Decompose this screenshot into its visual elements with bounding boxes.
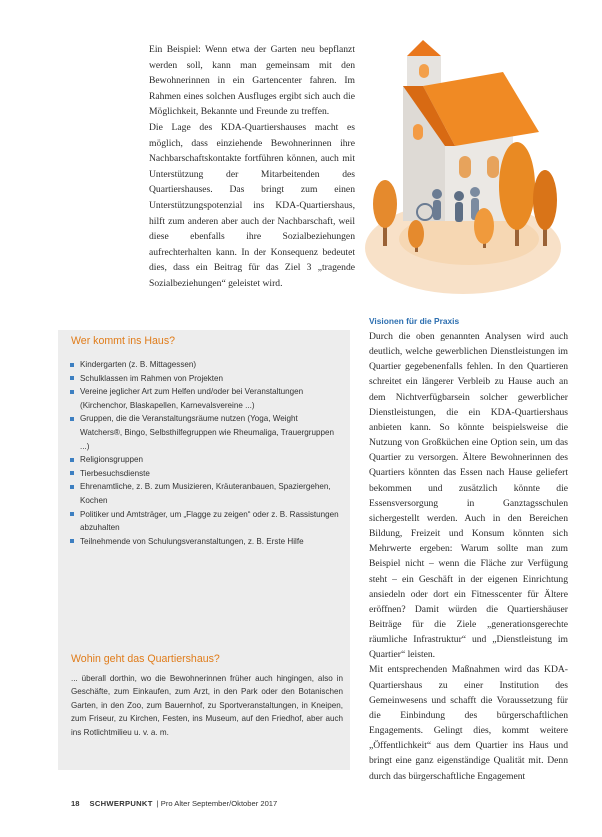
list-item: Schulklassen im Rahmen von Projekten [68,372,340,386]
list-item: Kindergarten (z. B. Mittagessen) [68,358,340,372]
bullet-square-icon [70,471,74,475]
list-item: Vereine jeglicher Art zum Helfen und/oder bei Veranstaltungen (Kirchenchor, Blaskapellen, Karnevalsvereine ...) [68,385,340,412]
page-number: 18 [71,799,80,808]
paragraph: Mit entsprechenden Maßnahmen wird das KDA-Quartiershaus zu einer Institution des Gemeinwesens und schafft die Voraussetzung für die Einbindung des bürgerschaftlichen Engagements. Gelingt dies, kommt weitere „Öffentlichkeit“ aus dem Quartier ins Haus und bringt eine ganz eigenständige Qualität mit. Denn durch das bürgerschaftliche Engagement [369,664,568,782]
section-name: SCHWERPUNKT [89,799,153,808]
bullet-square-icon [70,417,74,421]
publication-info: | Pro Alter September/Oktober 2017 [156,799,278,808]
page-footer [71,799,277,808]
right-text-column [369,329,568,784]
section-heading: Visionen für die Praxis [369,316,460,326]
box-title-where: Wohin geht das Quartiershaus? [71,653,220,665]
list-item: Teilnehmende von Schulungsveranstaltungen, z. B. Erste Hilfe [68,535,340,549]
bullet-square-icon [70,376,74,380]
bullet-square-icon [70,458,74,462]
bullet-square-icon [70,485,74,489]
bullet-square-icon [70,363,74,367]
paragraph: Durch die oben genannten Analysen wird auch deutlich, welche gewerblichen Dienstleistungen im Quartier gegebenenfalls fehlen. In den Quartieren schreitet ein längerer Verbleib zu Hause auch an dem Nichtverfügbarsein solcher gewerblicher Dienstleistungen, die ein KDA-Quartiershaus anbieten kann. So könnte beispielsweise die Nutzung von Großküchen eine Option sein, um das Quartier zu versorgen. Ältere Bewohnerinnen des Quartiers könnten das Essen nach Hause geliefert bekommen und zusätzlich könnte die Essensversorgung in Ganztagsschulen sichergestellt werden. Auch in den Bereichen Bildung, Freizeit und Konsum könnten sich Mehrwerte ergeben: Warum sollte man zum Beispiel nicht – wenn die Fläche zur Verfügung steht – ein Geschäft in der eigenen Einrichtung ansiedeln oder dort ein Fitnesscenter für Ältere eröffnen? Damit würden die Quartiershäuser Beiträge für die Ziele „generationsgerechte räumliche Infrastruktur“ und „Dienstleistung im Quartier“ leisten. [369,331,568,661]
bullet-square-icon [70,512,74,516]
who-list [68,358,340,548]
bullet-square-icon [70,539,74,543]
paragraph: Ein Beispiel: Wenn etwa der Garten neu bepflanzt werden soll, kann man gemeinsam mit den Bewohnerinnen in ein Gartencenter fahren. Im Rahmen eines solchen Ausfluges ergibt sich auch die Möglichkeit, Bekannte und Freunde zu treffen. [149,44,355,118]
paragraph: Die Lage des KDA-Quartiershauses macht es möglich, dass einziehende Bewohnerinnen ihre Nachbarschaftskontakte fortführen können, auch mit Unterstützung der Mitarbeitenden des Quartiershauses. Das bringt zum einen Unterstützungspotenzial ins KDA-Quartiershaus, hilft zum anderen aber auch der Nachbarschaft, weil diese ebenfalls ihre Sozialbeziehungen aufrechterhalten kann. In der Konsequenz bedeutet dies, dass ein Beitrag für das Ziel 3 „tragende Sozialbeziehungen“ geleistet wird. [149,121,355,289]
list-item: Gruppen, die die Veranstaltungsräume nutzen (Yoga, Weight Watchers®, Bingo, Selbsthilfegruppen wie Rheumaliga, Trauergruppen ...) [68,412,340,453]
intro-text-column [149,42,355,292]
list-item: Ehrenamtliche, z. B. zum Musizieren, Kräuteranbauen, Spaziergehen, Kochen [68,480,340,507]
bullet-square-icon [70,390,74,394]
where-text: ... überall dorthin, wo die Bewohnerinnen früher auch hingingen, also in Geschäfte, zum Einkaufen, zum Arzt, in den Park oder den Botanischen Garten, in den Zoo, zum Bauernhof, zu Sportveranstaltungen, in Kneipen, zum Friseur, zu Kirchen, Festen, ins Museum, auf den Friedhof, aber auch ins Rotlichtmilieu u. v. a. m. [71,674,343,737]
list-item: Tierbesuchsdienste [68,467,340,481]
list-item: Politiker und Amtsträger, um „Flagge zu zeigen“ oder z. B. Rassistungen abzuhalten [68,508,340,535]
box-title-who: Wer kommt ins Haus? [71,335,176,347]
list-item: Religionsgruppen [68,453,340,467]
church-house-illustration [363,36,567,298]
